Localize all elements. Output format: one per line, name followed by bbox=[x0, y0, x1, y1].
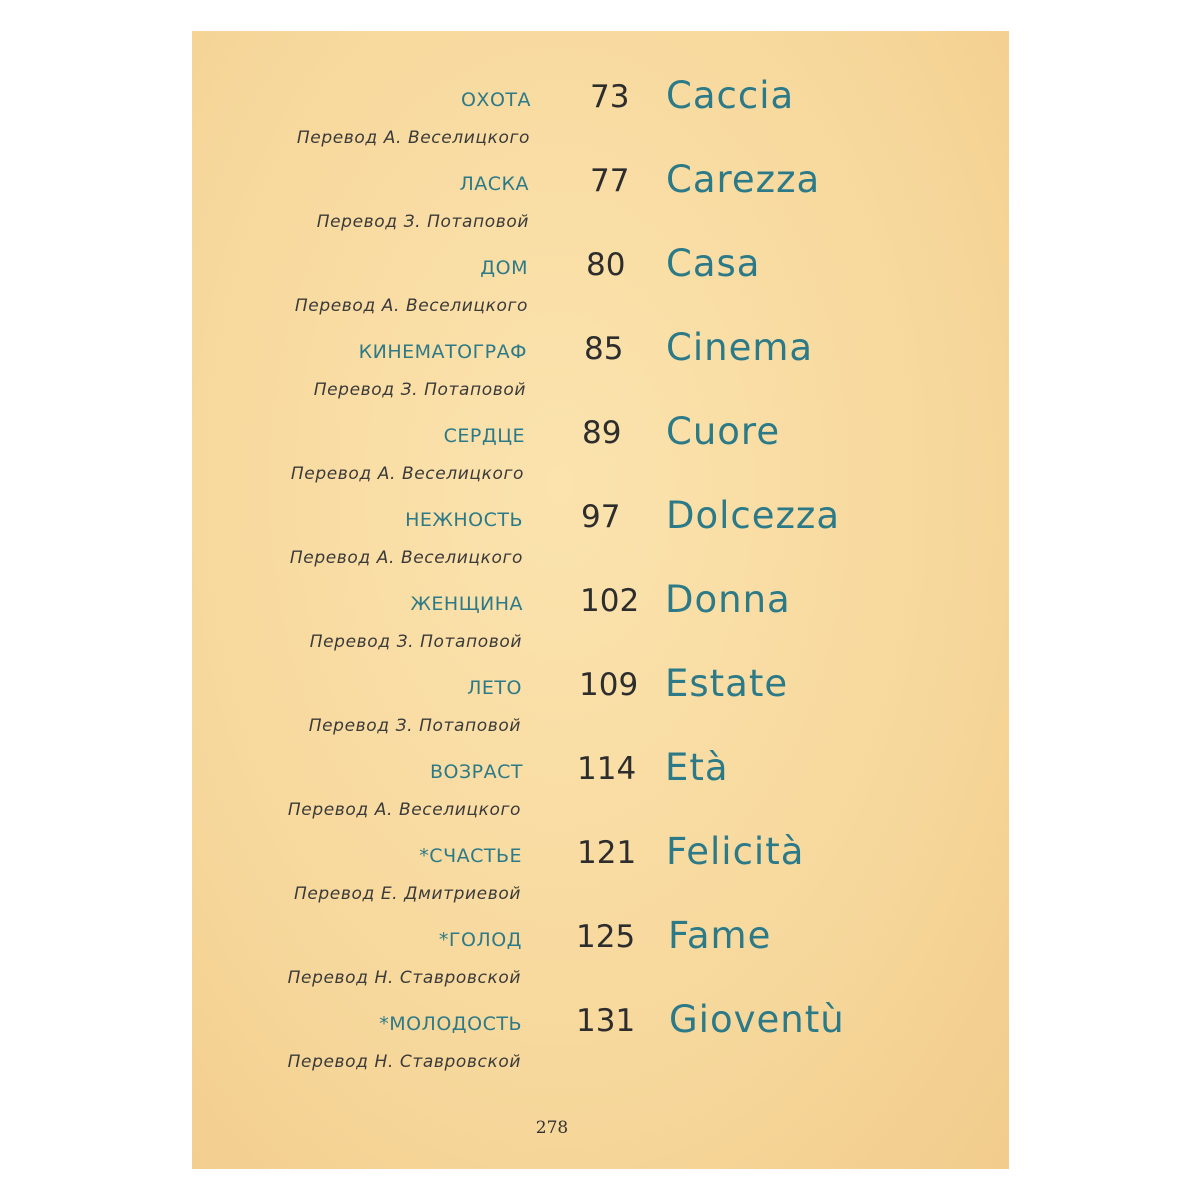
translator-credit: Перевод Н. Ставровской bbox=[287, 968, 521, 988]
toc-entry-casa bbox=[192, 242, 1009, 316]
russian-title: НЕЖНОСТЬ bbox=[405, 509, 523, 531]
toc-entry-carezza bbox=[192, 158, 1009, 232]
italian-title: Estate bbox=[665, 662, 789, 705]
translator-credit: Перевод Е. Дмитриевой bbox=[293, 884, 521, 904]
russian-title: ДОМ bbox=[480, 257, 528, 279]
russian-title: ВОЗРАСТ bbox=[430, 761, 523, 783]
russian-title: ОХОТА bbox=[460, 89, 531, 111]
translator-credit: Перевод З. Потаповой bbox=[316, 212, 529, 232]
translator-credit: Перевод А. Веселицкого bbox=[287, 800, 521, 820]
toc-entry-estate bbox=[192, 662, 1009, 736]
page-folio: 278 bbox=[535, 1118, 569, 1138]
page-number: 109 bbox=[579, 667, 639, 703]
toc-entry-cuore bbox=[192, 410, 1009, 484]
toc-entry-fame bbox=[192, 914, 1009, 988]
russian-title: *МОЛОДОСТЬ bbox=[379, 1013, 522, 1035]
italian-title: Età bbox=[665, 746, 729, 789]
translator-credit: Перевод З. Потаповой bbox=[308, 716, 521, 736]
russian-title: ЛЕТО bbox=[467, 677, 522, 699]
toc-entry-felicita bbox=[192, 830, 1009, 904]
translator-credit: Перевод Н. Ставровской bbox=[287, 1052, 521, 1072]
russian-title: *СЧАСТЬЕ bbox=[419, 845, 522, 867]
russian-title: СЕРДЦЕ bbox=[443, 425, 525, 447]
toc-entry-cinema bbox=[192, 326, 1009, 400]
page-number: 125 bbox=[576, 919, 636, 955]
page-number: 97 bbox=[581, 499, 621, 535]
toc-entry-donna bbox=[192, 578, 1009, 652]
translator-credit: Перевод З. Потаповой bbox=[313, 380, 526, 400]
italian-title: Caccia bbox=[666, 74, 795, 117]
translator-credit: Перевод А. Веселицкого bbox=[296, 128, 530, 148]
italian-title: Cuore bbox=[666, 410, 781, 453]
toc-entry-gioventu bbox=[192, 998, 1009, 1072]
russian-title: *ГОЛОД bbox=[438, 929, 522, 951]
translator-credit: Перевод А. Веселицкого bbox=[289, 548, 523, 568]
toc-entry-caccia bbox=[192, 74, 1009, 148]
toc-entry-dolcezza bbox=[192, 494, 1009, 568]
page-number: 102 bbox=[580, 583, 640, 619]
russian-title: ЛАСКА bbox=[459, 173, 529, 195]
russian-title: КИНЕМАТОГРАФ bbox=[358, 341, 527, 363]
italian-title: Felicità bbox=[666, 830, 805, 873]
translator-credit: Перевод А. Веселицкого bbox=[290, 464, 524, 484]
italian-title: Carezza bbox=[666, 158, 821, 201]
italian-title: Donna bbox=[665, 578, 791, 621]
italian-title: Cinema bbox=[666, 326, 814, 369]
page-number: 121 bbox=[577, 835, 637, 871]
russian-title: ЖЕНЩИНА bbox=[410, 593, 523, 615]
translator-credit: Перевод А. Веселицкого bbox=[294, 296, 528, 316]
book-page bbox=[192, 31, 1009, 1169]
toc-entry-eta bbox=[192, 746, 1009, 820]
italian-title: Casa bbox=[666, 242, 761, 285]
italian-title: Gioventù bbox=[669, 998, 845, 1041]
page-number: 77 bbox=[590, 163, 630, 199]
page-number: 73 bbox=[590, 79, 630, 115]
page-number: 80 bbox=[586, 247, 626, 283]
page-number: 89 bbox=[582, 415, 622, 451]
translator-credit: Перевод З. Потаповой bbox=[309, 632, 522, 652]
page-number: 85 bbox=[584, 331, 624, 367]
italian-title: Fame bbox=[668, 914, 772, 957]
italian-title: Dolcezza bbox=[666, 494, 841, 537]
page-number: 114 bbox=[577, 751, 637, 787]
page-number: 131 bbox=[576, 1003, 636, 1039]
